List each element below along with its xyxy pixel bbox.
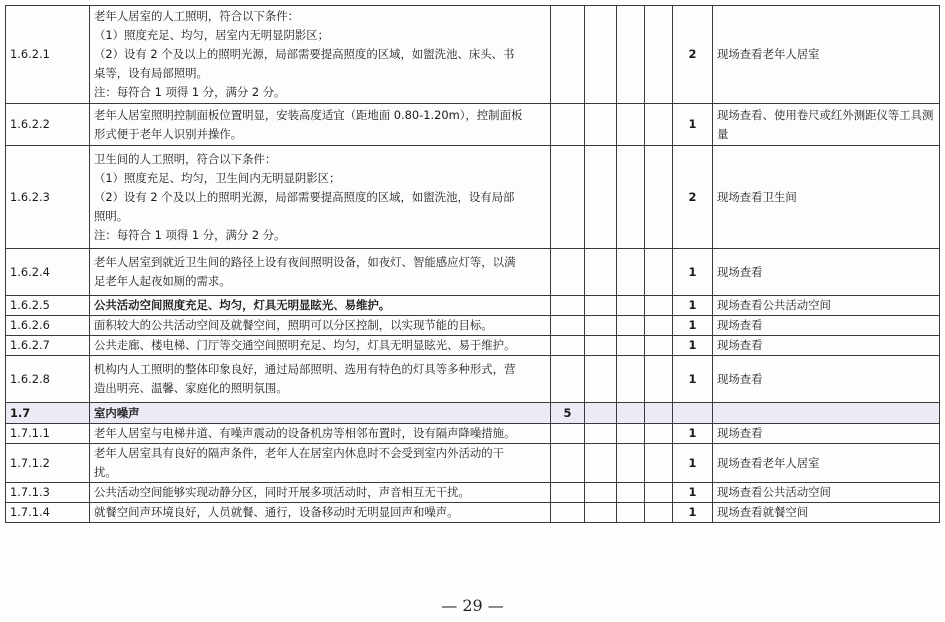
description-line: （2）设有 2 个及以上的照明光源，局部需要提高照度的区域，如盥洗池，设有局部 [94,189,515,204]
check-method [713,403,940,424]
item-description [90,336,551,356]
item-description [90,316,551,336]
item-description [90,249,551,296]
description-line: 卫生间的人工照明，符合以下条件： [94,151,277,166]
blank-cell [617,356,645,403]
check-method: 现场查看 [713,424,940,444]
description-line: 桌等，设有局部照明。 [94,66,208,80]
table-body [6,6,940,523]
table-row [6,6,940,104]
description-line: 老年人居室具有良好的隔声条件，老年人在居室内休息时不会受到室内外活动的干 [94,446,505,460]
item-code: 1.6.2.4 [6,249,90,296]
description-line: （1）照度充足、均匀，卫生间内无明显阴影区； [94,170,341,185]
item-code: 1.6.2.6 [6,316,90,336]
blank-cell [585,444,617,483]
check-method: 现场查看公共活动空间 [713,296,940,316]
blank-cell [645,444,673,483]
blank-cell [585,6,617,104]
blank-cell [645,356,673,403]
description-line: 老年人居室到就近卫生间的路径上设有夜间照明设备，如夜灯、智能感应灯等，以满 [94,255,516,269]
description-line: 造出明亮、温馨、家庭化的照明氛围。 [94,381,288,395]
blank-cell [617,316,645,336]
table-row [6,249,940,296]
blank-cell [645,296,673,316]
blank-cell [645,6,673,104]
blank-cell [585,483,617,503]
description-line: 注：每符合 1 项得 1 分，满分 2 分。 [94,227,286,242]
description-line: 老年人居室与电梯井道、有噪声震动的设备机房等相邻布置时，设有隔声降噪措施。 [94,426,516,440]
blank-cell [551,336,585,356]
description-line: 就餐空间声环境良好，人员就餐、通行，设备移动时无明显回声和噪声。 [94,505,459,519]
blank-cell [617,444,645,483]
description-line: 面积较大的公共活动空间及就餐空间，照明可以分区控制，以实现节能的目标。 [94,318,493,332]
item-score: 1 [673,249,713,296]
item-score: 1 [673,336,713,356]
blank-cell [585,104,617,146]
blank-cell [617,146,645,249]
blank-cell [551,483,585,503]
check-method: 现场查看 [713,356,940,403]
item-score [673,403,713,424]
check-method: 现场查看、使用卷尺或红外测距仪等工具测量 [713,104,940,146]
table-row [6,356,940,403]
blank-cell [617,296,645,316]
blank-cell [551,104,585,146]
blank-cell [585,356,617,403]
item-score: 1 [673,104,713,146]
blank-cell [617,424,645,444]
item-description [90,483,551,503]
blank-cell [551,503,585,523]
item-description [90,424,551,444]
table-row [6,336,940,356]
check-method: 现场查看 [713,336,940,356]
description-line: 扰。 [94,465,117,479]
blank-cell [551,444,585,483]
page-number: — 29 — [441,596,504,615]
item-description [90,503,551,523]
description-line: （2）设有 2 个及以上的照明光源，局部需要提高照度的区域，如盥洗池、床头、书 [94,47,515,61]
item-code: 1.6.2.7 [6,336,90,356]
description-line: 老年人居室的人工照明，符合以下条件： [94,9,300,23]
item-description [90,104,551,146]
description-line: 公共活动空间照度充足、均匀，灯具无明显眩光、易维护。 [94,298,391,312]
item-score: 1 [673,296,713,316]
item-code: 1.7.1.3 [6,483,90,503]
description-line: 机构内人工照明的整体印象良好，通过局部照明、选用有特色的灯具等多种形式，营 [94,362,516,376]
item-score: 2 [673,146,713,249]
blank-cell [645,483,673,503]
evaluation-table [5,5,940,523]
description-line: 老年人居室照明控制面板位置明显，安装高度适宜（距地面 0.80-1.20m），控制面板 [94,107,523,122]
table-row [6,316,940,336]
item-description [90,356,551,403]
item-description [90,296,551,316]
table-row [6,444,940,483]
item-description [90,146,551,249]
check-method: 现场查看公共活动空间 [713,483,940,503]
item-code: 1.7.1.2 [6,444,90,483]
item-score: 1 [673,444,713,483]
table-row [6,503,940,523]
blank-cell [645,336,673,356]
blank-cell [585,146,617,249]
blank-cell [645,316,673,336]
blank-cell [617,6,645,104]
description-line: （1）照度充足、均匀，居室内无明显阴影区； [94,28,330,42]
blank-cell [585,503,617,523]
section-row [6,403,940,424]
item-code: 1.7.1.4 [6,503,90,523]
blank-cell [585,403,617,424]
item-code: 1.6.2.8 [6,356,90,403]
check-method: 现场查看老年人居室 [713,444,940,483]
check-method: 现场查看 [713,249,940,296]
item-description [90,444,551,483]
blank-cell [585,336,617,356]
table-row [6,424,940,444]
description-line: 公共活动空间能够实现动静分区，同时开展多项活动时，声音相互无干扰。 [94,485,470,499]
blank-cell [617,104,645,146]
item-description [90,403,551,424]
item-score: 2 [673,6,713,104]
description-line: 室内噪声 [94,405,140,420]
check-method: 现场查看卫生间 [713,146,940,249]
description-line: 形式便于老年人识别并操作。 [94,126,243,141]
blank-cell [551,6,585,104]
item-code: 1.6.2.1 [6,6,90,104]
blank-cell [617,249,645,296]
blank-cell [645,146,673,249]
item-score: 1 [673,356,713,403]
item-code: 1.6.2.5 [6,296,90,316]
description-line: 足老年人起夜如厕的需求。 [94,274,231,288]
description-line: 照明。 [94,208,129,223]
blank-cell [645,503,673,523]
blank-cell [645,249,673,296]
blank-cell [585,249,617,296]
blank-cell [617,483,645,503]
item-code: 1.7 [6,403,90,424]
blank-cell [585,424,617,444]
item-score: 1 [673,424,713,444]
table-row [6,483,940,503]
blank-cell [645,403,673,424]
item-description [90,6,551,104]
blank-cell [551,424,585,444]
blank-cell [585,316,617,336]
item-score: 1 [673,316,713,336]
blank-cell [551,296,585,316]
blank-cell [645,424,673,444]
description-line: 注：每符合 1 项得 1 分，满分 2 分。 [94,85,286,99]
blank-cell [645,104,673,146]
item-code: 1.6.2.2 [6,104,90,146]
blank-cell [617,403,645,424]
table-row [6,104,940,146]
section-score: 5 [551,403,585,424]
description-line: 公共走廊、楼电梯、门厅等交通空间照明充足、均匀，灯具无明显眩光、易于维护。 [94,338,516,352]
item-score: 1 [673,503,713,523]
blank-cell [551,356,585,403]
blank-cell [551,146,585,249]
check-method: 现场查看老年人居室 [713,6,940,104]
check-method: 现场查看 [713,316,940,336]
item-code: 1.6.2.3 [6,146,90,249]
blank-cell [551,249,585,296]
table-row [6,146,940,249]
blank-cell [617,336,645,356]
blank-cell [551,316,585,336]
table-row [6,296,940,316]
blank-cell [617,503,645,523]
item-score: 1 [673,483,713,503]
check-method: 现场查看就餐空间 [713,503,940,523]
item-code: 1.7.1.1 [6,424,90,444]
blank-cell [585,296,617,316]
